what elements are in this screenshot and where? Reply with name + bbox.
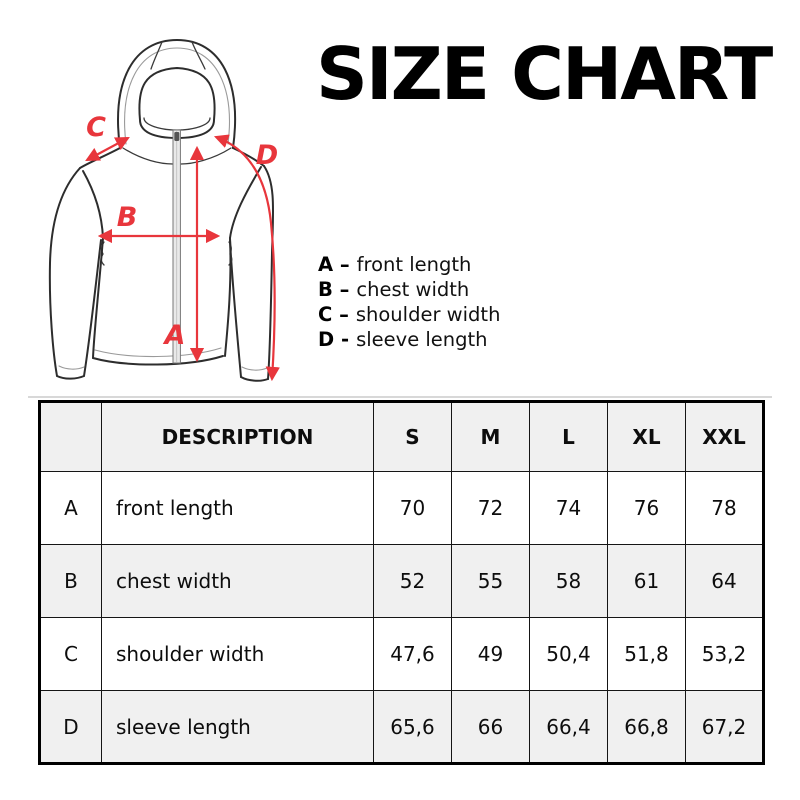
legend-label-a: front length <box>356 253 472 276</box>
cell-value: 61 <box>608 545 686 618</box>
table-row <box>40 691 764 764</box>
legend-item-d <box>318 327 500 352</box>
cell-value: 70 <box>374 472 452 545</box>
cell-value: 76 <box>608 472 686 545</box>
header-size-s: S <box>374 402 452 472</box>
divider-line <box>28 396 772 398</box>
cell-value: 49 <box>452 618 530 691</box>
diagram-label-c: C <box>86 112 106 143</box>
cell-value: 72 <box>452 472 530 545</box>
table-row <box>40 472 764 545</box>
legend-key-a: A – <box>318 253 350 276</box>
legend-key-d: D - <box>318 328 350 351</box>
page-title: SIZE CHART <box>316 32 772 116</box>
row-description: front length <box>102 472 374 545</box>
cell-value: 58 <box>530 545 608 618</box>
shoulders-outline <box>80 148 264 238</box>
row-letter: D <box>40 691 102 764</box>
cell-value: 47,6 <box>374 618 452 691</box>
legend-label-b: chest width <box>356 278 470 301</box>
corner-cell <box>40 402 102 472</box>
legend-item-b <box>318 277 500 302</box>
header-size-xl: XL <box>608 402 686 472</box>
cell-value: 66 <box>452 691 530 764</box>
cell-value: 66,8 <box>608 691 686 764</box>
diagram-label-d: D <box>255 140 279 171</box>
diagram-label-a: A <box>164 320 186 351</box>
cell-value: 78 <box>686 472 764 545</box>
measurement-legend <box>318 252 500 352</box>
row-description: chest width <box>102 545 374 618</box>
arrow-d-sleeve-length <box>216 137 275 379</box>
cell-value: 74 <box>530 472 608 545</box>
header-size-xxl: XXL <box>686 402 764 472</box>
jacket-diagram <box>20 8 320 398</box>
cell-value: 66,4 <box>530 691 608 764</box>
legend-item-a <box>318 252 500 277</box>
table-row <box>40 545 764 618</box>
legend-label-c: shoulder width <box>355 303 501 326</box>
cell-value: 53,2 <box>686 618 764 691</box>
table-header-row <box>40 402 764 472</box>
cell-value: 50,4 <box>530 618 608 691</box>
cell-value: 55 <box>452 545 530 618</box>
diagram-label-b: B <box>116 202 138 233</box>
table-row <box>40 618 764 691</box>
header-size-m: M <box>452 402 530 472</box>
legend-item-c <box>318 302 500 327</box>
size-table <box>38 400 765 765</box>
legend-key-b: B – <box>318 278 350 301</box>
cell-value: 64 <box>686 545 764 618</box>
row-letter: C <box>40 618 102 691</box>
cell-value: 67,2 <box>686 691 764 764</box>
cell-value: 51,8 <box>608 618 686 691</box>
cell-value: 52 <box>374 545 452 618</box>
row-description: sleeve length <box>102 691 374 764</box>
header-description: DESCRIPTION <box>102 402 374 472</box>
body-outline <box>93 238 230 365</box>
row-description: shoulder width <box>102 618 374 691</box>
legend-label-d: sleeve length <box>356 328 488 351</box>
legend-key-c: C – <box>318 303 349 326</box>
row-letter: A <box>40 472 102 545</box>
header-size-l: L <box>530 402 608 472</box>
cell-value: 65,6 <box>374 691 452 764</box>
row-letter: B <box>40 545 102 618</box>
